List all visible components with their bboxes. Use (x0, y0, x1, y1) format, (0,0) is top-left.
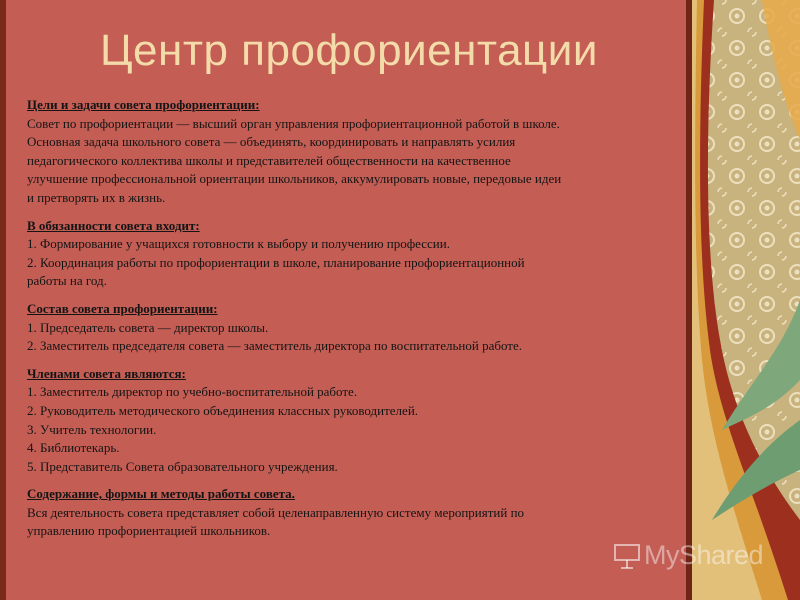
section-line: 1. Заместитель директор по учебно-воспитательной работе. (27, 384, 358, 400)
section-line: 2. Координация работы по профориентации в школе, планирование профориентационной (27, 254, 525, 270)
watermark (612, 540, 763, 571)
section-heading: В обязанности совета входит: (27, 217, 200, 233)
presentation-board-icon (612, 541, 642, 571)
section-line: Вся деятельность совета представляет собой целенаправленную систему мероприятий по (27, 504, 525, 520)
section-block (27, 96, 682, 208)
section-heading: Содержание, формы и методы работы совета. (27, 486, 295, 502)
section-line: 3. Учитель технологии. (27, 421, 157, 437)
section-line: улучшение профессиональной ориентации школьников, аккумулировать новые, передовые идеи (27, 171, 562, 187)
section-block (27, 485, 682, 541)
section-line: и претворять их в жизнь. (27, 189, 166, 205)
section-heading: Членами совета являются: (27, 365, 186, 381)
section-line: управлению профориентацией школьников. (27, 523, 271, 539)
section-line: 4. Библиотекарь. (27, 440, 120, 456)
section-line: педагогического коллектива школы и представителей общественности на качественное (27, 152, 511, 168)
slide-title: Центр профориентации (100, 26, 598, 75)
section-block (27, 365, 682, 477)
watermark-text: MyShared (644, 540, 764, 570)
section-line: 2. Заместитель председателя совета — заместитель директора по воспитательной работе. (27, 338, 523, 354)
section-line: работы на год. (27, 273, 107, 289)
section-line: Совет по профориентации — высший орган управления профориентационной работой в школе. (27, 115, 560, 131)
section-line: 1. Председатель совета — директор школы. (27, 319, 269, 335)
section-line: 5. Представитель Совета образовательного учреждения. (27, 458, 338, 474)
section-line: 1. Формирование у учащихся готовности к выбору и получению профессии. (27, 236, 450, 252)
section-line: Основная задача школьного совета — объединять, координировать и направлять усилия (27, 134, 516, 150)
section-heading: Состав совета профориентации: (27, 300, 218, 316)
section-block (27, 217, 682, 291)
slide-content (27, 96, 682, 550)
section-heading: Цели и задачи совета профориентации: (27, 97, 260, 112)
section-line: 2. Руководитель методического объединения классных руководителей. (27, 402, 419, 418)
section-block (27, 300, 682, 356)
decorative-pattern (692, 0, 800, 600)
